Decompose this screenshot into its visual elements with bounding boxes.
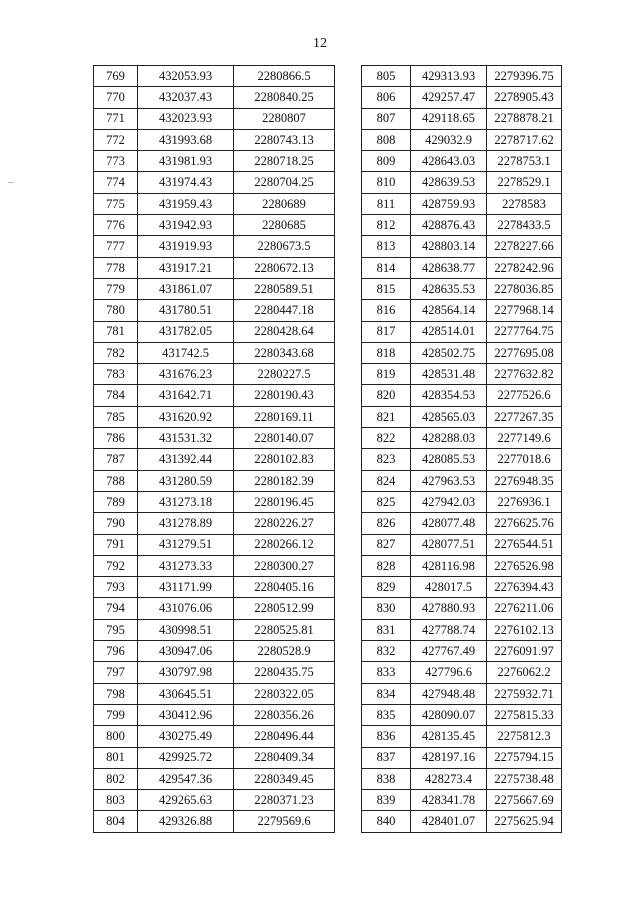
point-number-cell: 782 [94, 342, 138, 363]
table-row [362, 747, 562, 768]
table-row [362, 66, 562, 87]
point-number-cell: 805 [362, 66, 411, 87]
table-row [94, 811, 335, 832]
y-coordinate-cell: 2277632.82 [487, 364, 562, 385]
x-coordinate-cell: 428531.48 [411, 364, 487, 385]
x-coordinate-cell: 430275.49 [138, 726, 234, 747]
x-coordinate-cell: 431278.89 [138, 513, 234, 534]
x-coordinate-cell: 429118.65 [411, 108, 487, 129]
y-coordinate-cell: 2278878.21 [487, 108, 562, 129]
point-number-cell: 836 [362, 726, 411, 747]
table-row [94, 449, 335, 470]
scan-speck [8, 182, 14, 183]
y-coordinate-cell: 2276948.35 [487, 470, 562, 491]
point-number-cell: 821 [362, 406, 411, 427]
y-coordinate-cell: 2280866.5 [234, 66, 335, 87]
y-coordinate-cell: 2280190.43 [234, 385, 335, 406]
table-row [94, 747, 335, 768]
point-number-cell: 820 [362, 385, 411, 406]
x-coordinate-cell: 429547.36 [138, 768, 234, 789]
point-number-cell: 776 [94, 215, 138, 236]
x-coordinate-cell: 431959.43 [138, 193, 234, 214]
table-row [362, 768, 562, 789]
table-row [94, 790, 335, 811]
point-number-cell: 801 [94, 747, 138, 768]
x-coordinate-cell: 430412.96 [138, 704, 234, 725]
point-number-cell: 830 [362, 598, 411, 619]
y-coordinate-cell: 2280356.26 [234, 704, 335, 725]
table-row [362, 129, 562, 150]
y-coordinate-cell: 2277764.75 [487, 321, 562, 342]
x-coordinate-cell: 427880.93 [411, 598, 487, 619]
x-coordinate-cell: 427767.49 [411, 641, 487, 662]
table-row [94, 215, 335, 236]
table-row [94, 129, 335, 150]
y-coordinate-cell: 2280227.5 [234, 364, 335, 385]
y-coordinate-cell: 2277018.6 [487, 449, 562, 470]
table-row [94, 278, 335, 299]
y-coordinate-cell: 2278227.66 [487, 236, 562, 257]
y-coordinate-cell: 2280743.13 [234, 129, 335, 150]
point-number-cell: 779 [94, 278, 138, 299]
x-coordinate-cell: 428197.16 [411, 747, 487, 768]
table-row [94, 428, 335, 449]
x-coordinate-cell: 428876.43 [411, 215, 487, 236]
x-coordinate-cell: 428565.03 [411, 406, 487, 427]
y-coordinate-cell: 2276394.43 [487, 577, 562, 598]
y-coordinate-cell: 2279396.75 [487, 66, 562, 87]
table-row [362, 151, 562, 172]
table-row [362, 385, 562, 406]
x-coordinate-cell: 427788.74 [411, 619, 487, 640]
y-coordinate-cell: 2280102.83 [234, 449, 335, 470]
x-coordinate-cell: 427963.53 [411, 470, 487, 491]
y-coordinate-cell: 2280226.27 [234, 513, 335, 534]
y-coordinate-cell: 2276091.97 [487, 641, 562, 662]
table-row [362, 641, 562, 662]
table-row [362, 87, 562, 108]
point-number-cell: 835 [362, 704, 411, 725]
x-coordinate-cell: 428759.93 [411, 193, 487, 214]
x-coordinate-cell: 431076.06 [138, 598, 234, 619]
x-coordinate-cell: 429032.9 [411, 129, 487, 150]
x-coordinate-cell: 431981.93 [138, 151, 234, 172]
x-coordinate-cell: 431780.51 [138, 300, 234, 321]
point-number-cell: 804 [94, 811, 138, 832]
y-coordinate-cell: 2275815.33 [487, 704, 562, 725]
point-number-cell: 826 [362, 513, 411, 534]
y-coordinate-cell: 2280807 [234, 108, 335, 129]
y-coordinate-cell: 2277968.14 [487, 300, 562, 321]
page-number: 12 [313, 36, 327, 51]
table-row [362, 215, 562, 236]
x-coordinate-cell: 428077.48 [411, 513, 487, 534]
table-row [94, 641, 335, 662]
x-coordinate-cell: 429326.88 [138, 811, 234, 832]
table-row [362, 406, 562, 427]
point-number-cell: 780 [94, 300, 138, 321]
point-number-cell: 840 [362, 811, 411, 832]
point-number-cell: 794 [94, 598, 138, 619]
y-coordinate-cell: 2276936.1 [487, 491, 562, 512]
x-coordinate-cell: 431942.93 [138, 215, 234, 236]
x-coordinate-cell: 428273.4 [411, 768, 487, 789]
point-number-cell: 822 [362, 428, 411, 449]
table-row [94, 598, 335, 619]
y-coordinate-cell: 2280349.45 [234, 768, 335, 789]
point-number-cell: 774 [94, 172, 138, 193]
table-row [362, 278, 562, 299]
x-coordinate-cell: 431974.43 [138, 172, 234, 193]
x-coordinate-cell: 432037.43 [138, 87, 234, 108]
table-row [94, 619, 335, 640]
x-coordinate-cell: 430645.51 [138, 683, 234, 704]
table-row [362, 491, 562, 512]
x-coordinate-cell: 428017.5 [411, 577, 487, 598]
table-row [362, 172, 562, 193]
y-coordinate-cell: 2275812.3 [487, 726, 562, 747]
x-coordinate-cell: 431273.33 [138, 555, 234, 576]
x-coordinate-cell: 428643.03 [411, 151, 487, 172]
x-coordinate-cell: 431782.05 [138, 321, 234, 342]
y-coordinate-cell: 2278583 [487, 193, 562, 214]
x-coordinate-cell: 428803.14 [411, 236, 487, 257]
y-coordinate-cell: 2280405.16 [234, 577, 335, 598]
y-coordinate-cell: 2280182.39 [234, 470, 335, 491]
point-number-cell: 828 [362, 555, 411, 576]
x-coordinate-cell: 428135.45 [411, 726, 487, 747]
x-coordinate-cell: 427948.48 [411, 683, 487, 704]
point-number-cell: 788 [94, 470, 138, 491]
y-coordinate-cell: 2280409.34 [234, 747, 335, 768]
table-row [362, 662, 562, 683]
table-row [362, 577, 562, 598]
y-coordinate-cell: 2280673.5 [234, 236, 335, 257]
point-number-cell: 773 [94, 151, 138, 172]
table-row [94, 534, 335, 555]
table-row [362, 108, 562, 129]
table-row [94, 491, 335, 512]
x-coordinate-cell: 432053.93 [138, 66, 234, 87]
x-coordinate-cell: 431919.93 [138, 236, 234, 257]
point-number-cell: 807 [362, 108, 411, 129]
table-row [94, 87, 335, 108]
y-coordinate-cell: 2280435.75 [234, 662, 335, 683]
x-coordinate-cell: 431392.44 [138, 449, 234, 470]
point-number-cell: 818 [362, 342, 411, 363]
y-coordinate-cell: 2280300.27 [234, 555, 335, 576]
table-row [362, 683, 562, 704]
y-coordinate-cell: 2280322.05 [234, 683, 335, 704]
table-row [362, 236, 562, 257]
point-number-cell: 771 [94, 108, 138, 129]
point-number-cell: 769 [94, 66, 138, 87]
y-coordinate-cell: 2275738.48 [487, 768, 562, 789]
y-coordinate-cell: 2280169.11 [234, 406, 335, 427]
coordinates-table-right [361, 65, 562, 833]
x-coordinate-cell: 428401.07 [411, 811, 487, 832]
point-number-cell: 812 [362, 215, 411, 236]
x-coordinate-cell: 427796.6 [411, 662, 487, 683]
y-coordinate-cell: 2280718.25 [234, 151, 335, 172]
y-coordinate-cell: 2280689 [234, 193, 335, 214]
table-row [94, 342, 335, 363]
point-number-cell: 832 [362, 641, 411, 662]
y-coordinate-cell: 2277267.35 [487, 406, 562, 427]
x-coordinate-cell: 430998.51 [138, 619, 234, 640]
y-coordinate-cell: 2278717.62 [487, 129, 562, 150]
point-number-cell: 778 [94, 257, 138, 278]
y-coordinate-cell: 2275932.71 [487, 683, 562, 704]
point-number-cell: 785 [94, 406, 138, 427]
table-row [94, 704, 335, 725]
y-coordinate-cell: 2280140.07 [234, 428, 335, 449]
y-coordinate-cell: 2280840.25 [234, 87, 335, 108]
x-coordinate-cell: 431861.07 [138, 278, 234, 299]
table-row [362, 704, 562, 725]
x-coordinate-cell: 432023.93 [138, 108, 234, 129]
table-row [94, 726, 335, 747]
point-number-cell: 803 [94, 790, 138, 811]
table-row [362, 300, 562, 321]
table-row [362, 534, 562, 555]
point-number-cell: 817 [362, 321, 411, 342]
y-coordinate-cell: 2276526.98 [487, 555, 562, 576]
table-row [94, 193, 335, 214]
point-number-cell: 809 [362, 151, 411, 172]
point-number-cell: 829 [362, 577, 411, 598]
table-row [362, 598, 562, 619]
table-row [94, 257, 335, 278]
y-coordinate-cell: 2277526.6 [487, 385, 562, 406]
table-row [362, 726, 562, 747]
point-number-cell: 793 [94, 577, 138, 598]
point-number-cell: 838 [362, 768, 411, 789]
point-number-cell: 800 [94, 726, 138, 747]
y-coordinate-cell: 2280589.51 [234, 278, 335, 299]
y-coordinate-cell: 2278433.5 [487, 215, 562, 236]
point-number-cell: 784 [94, 385, 138, 406]
point-number-cell: 819 [362, 364, 411, 385]
x-coordinate-cell: 428564.14 [411, 300, 487, 321]
table-row [362, 364, 562, 385]
y-coordinate-cell: 2280371.23 [234, 790, 335, 811]
table-row [94, 385, 335, 406]
point-number-cell: 825 [362, 491, 411, 512]
table-row [362, 257, 562, 278]
x-coordinate-cell: 428639.53 [411, 172, 487, 193]
table-row [362, 449, 562, 470]
point-number-cell: 811 [362, 193, 411, 214]
point-number-cell: 824 [362, 470, 411, 491]
x-coordinate-cell: 429925.72 [138, 747, 234, 768]
point-number-cell: 831 [362, 619, 411, 640]
x-coordinate-cell: 431676.23 [138, 364, 234, 385]
point-number-cell: 783 [94, 364, 138, 385]
table-row [94, 321, 335, 342]
y-coordinate-cell: 2280266.12 [234, 534, 335, 555]
x-coordinate-cell: 428514.01 [411, 321, 487, 342]
point-number-cell: 796 [94, 641, 138, 662]
point-number-cell: 802 [94, 768, 138, 789]
y-coordinate-cell: 2278242.96 [487, 257, 562, 278]
table-row [362, 428, 562, 449]
point-number-cell: 789 [94, 491, 138, 512]
table-row [94, 768, 335, 789]
y-coordinate-cell: 2278529.1 [487, 172, 562, 193]
x-coordinate-cell: 431279.51 [138, 534, 234, 555]
x-coordinate-cell: 429257.47 [411, 87, 487, 108]
table-row [362, 619, 562, 640]
y-coordinate-cell: 2277149.6 [487, 428, 562, 449]
table-row [94, 364, 335, 385]
y-coordinate-cell: 2278036.85 [487, 278, 562, 299]
point-number-cell: 799 [94, 704, 138, 725]
table-row [94, 683, 335, 704]
y-coordinate-cell: 2276102.13 [487, 619, 562, 640]
point-number-cell: 810 [362, 172, 411, 193]
y-coordinate-cell: 2276211.06 [487, 598, 562, 619]
point-number-cell: 786 [94, 428, 138, 449]
x-coordinate-cell: 428085.53 [411, 449, 487, 470]
x-coordinate-cell: 429313.93 [411, 66, 487, 87]
x-coordinate-cell: 428341.78 [411, 790, 487, 811]
y-coordinate-cell: 2280685 [234, 215, 335, 236]
table-row [94, 577, 335, 598]
point-number-cell: 813 [362, 236, 411, 257]
point-number-cell: 816 [362, 300, 411, 321]
point-number-cell: 806 [362, 87, 411, 108]
table-row [362, 513, 562, 534]
y-coordinate-cell: 2280428.64 [234, 321, 335, 342]
x-coordinate-cell: 431273.18 [138, 491, 234, 512]
table-row [362, 470, 562, 491]
table-row [362, 342, 562, 363]
y-coordinate-cell: 2280512.99 [234, 598, 335, 619]
point-number-cell: 777 [94, 236, 138, 257]
table-row [94, 662, 335, 683]
point-number-cell: 770 [94, 87, 138, 108]
point-number-cell: 781 [94, 321, 138, 342]
point-number-cell: 827 [362, 534, 411, 555]
table-row [94, 108, 335, 129]
x-coordinate-cell: 428090.07 [411, 704, 487, 725]
x-coordinate-cell: 431917.21 [138, 257, 234, 278]
y-coordinate-cell: 2280196.45 [234, 491, 335, 512]
table-row [94, 300, 335, 321]
y-coordinate-cell: 2275625.94 [487, 811, 562, 832]
x-coordinate-cell: 428116.98 [411, 555, 487, 576]
point-number-cell: 837 [362, 747, 411, 768]
x-coordinate-cell: 428638.77 [411, 257, 487, 278]
table-row [94, 172, 335, 193]
x-coordinate-cell: 431171.99 [138, 577, 234, 598]
y-coordinate-cell: 2280528.9 [234, 641, 335, 662]
x-coordinate-cell: 430797.98 [138, 662, 234, 683]
y-coordinate-cell: 2277695.08 [487, 342, 562, 363]
y-coordinate-cell: 2276625.76 [487, 513, 562, 534]
y-coordinate-cell: 2280496.44 [234, 726, 335, 747]
point-number-cell: 792 [94, 555, 138, 576]
point-number-cell: 798 [94, 683, 138, 704]
y-coordinate-cell: 2280672.13 [234, 257, 335, 278]
table-row [94, 470, 335, 491]
x-coordinate-cell: 431993.68 [138, 129, 234, 150]
y-coordinate-cell: 2280447.18 [234, 300, 335, 321]
point-number-cell: 787 [94, 449, 138, 470]
x-coordinate-cell: 428354.53 [411, 385, 487, 406]
point-number-cell: 797 [94, 662, 138, 683]
y-coordinate-cell: 2275667.69 [487, 790, 562, 811]
x-coordinate-cell: 431642.71 [138, 385, 234, 406]
point-number-cell: 815 [362, 278, 411, 299]
x-coordinate-cell: 431742.5 [138, 342, 234, 363]
table-row [94, 406, 335, 427]
y-coordinate-cell: 2275794.15 [487, 747, 562, 768]
point-number-cell: 808 [362, 129, 411, 150]
x-coordinate-cell: 429265.63 [138, 790, 234, 811]
point-number-cell: 833 [362, 662, 411, 683]
point-number-cell: 814 [362, 257, 411, 278]
x-coordinate-cell: 428635.53 [411, 278, 487, 299]
table-row [94, 151, 335, 172]
y-coordinate-cell: 2278905.43 [487, 87, 562, 108]
point-number-cell: 775 [94, 193, 138, 214]
x-coordinate-cell: 427942.03 [411, 491, 487, 512]
y-coordinate-cell: 2276544.51 [487, 534, 562, 555]
table-row [94, 236, 335, 257]
point-number-cell: 795 [94, 619, 138, 640]
x-coordinate-cell: 428502.75 [411, 342, 487, 363]
y-coordinate-cell: 2280343.68 [234, 342, 335, 363]
table-row [94, 66, 335, 87]
x-coordinate-cell: 430947.06 [138, 641, 234, 662]
coordinates-table-left [93, 65, 335, 833]
table-row [362, 811, 562, 832]
point-number-cell: 772 [94, 129, 138, 150]
y-coordinate-cell: 2280525.81 [234, 619, 335, 640]
point-number-cell: 834 [362, 683, 411, 704]
table-row [362, 321, 562, 342]
point-number-cell: 823 [362, 449, 411, 470]
point-number-cell: 839 [362, 790, 411, 811]
y-coordinate-cell: 2279569.6 [234, 811, 335, 832]
y-coordinate-cell: 2280704.25 [234, 172, 335, 193]
x-coordinate-cell: 431620.92 [138, 406, 234, 427]
table-row [94, 513, 335, 534]
table-row [362, 193, 562, 214]
x-coordinate-cell: 428288.03 [411, 428, 487, 449]
x-coordinate-cell: 431531.32 [138, 428, 234, 449]
y-coordinate-cell: 2278753.1 [487, 151, 562, 172]
point-number-cell: 791 [94, 534, 138, 555]
point-number-cell: 790 [94, 513, 138, 534]
table-row [94, 555, 335, 576]
table-row [362, 555, 562, 576]
x-coordinate-cell: 431280.59 [138, 470, 234, 491]
table-row [362, 790, 562, 811]
y-coordinate-cell: 2276062.2 [487, 662, 562, 683]
x-coordinate-cell: 428077.51 [411, 534, 487, 555]
